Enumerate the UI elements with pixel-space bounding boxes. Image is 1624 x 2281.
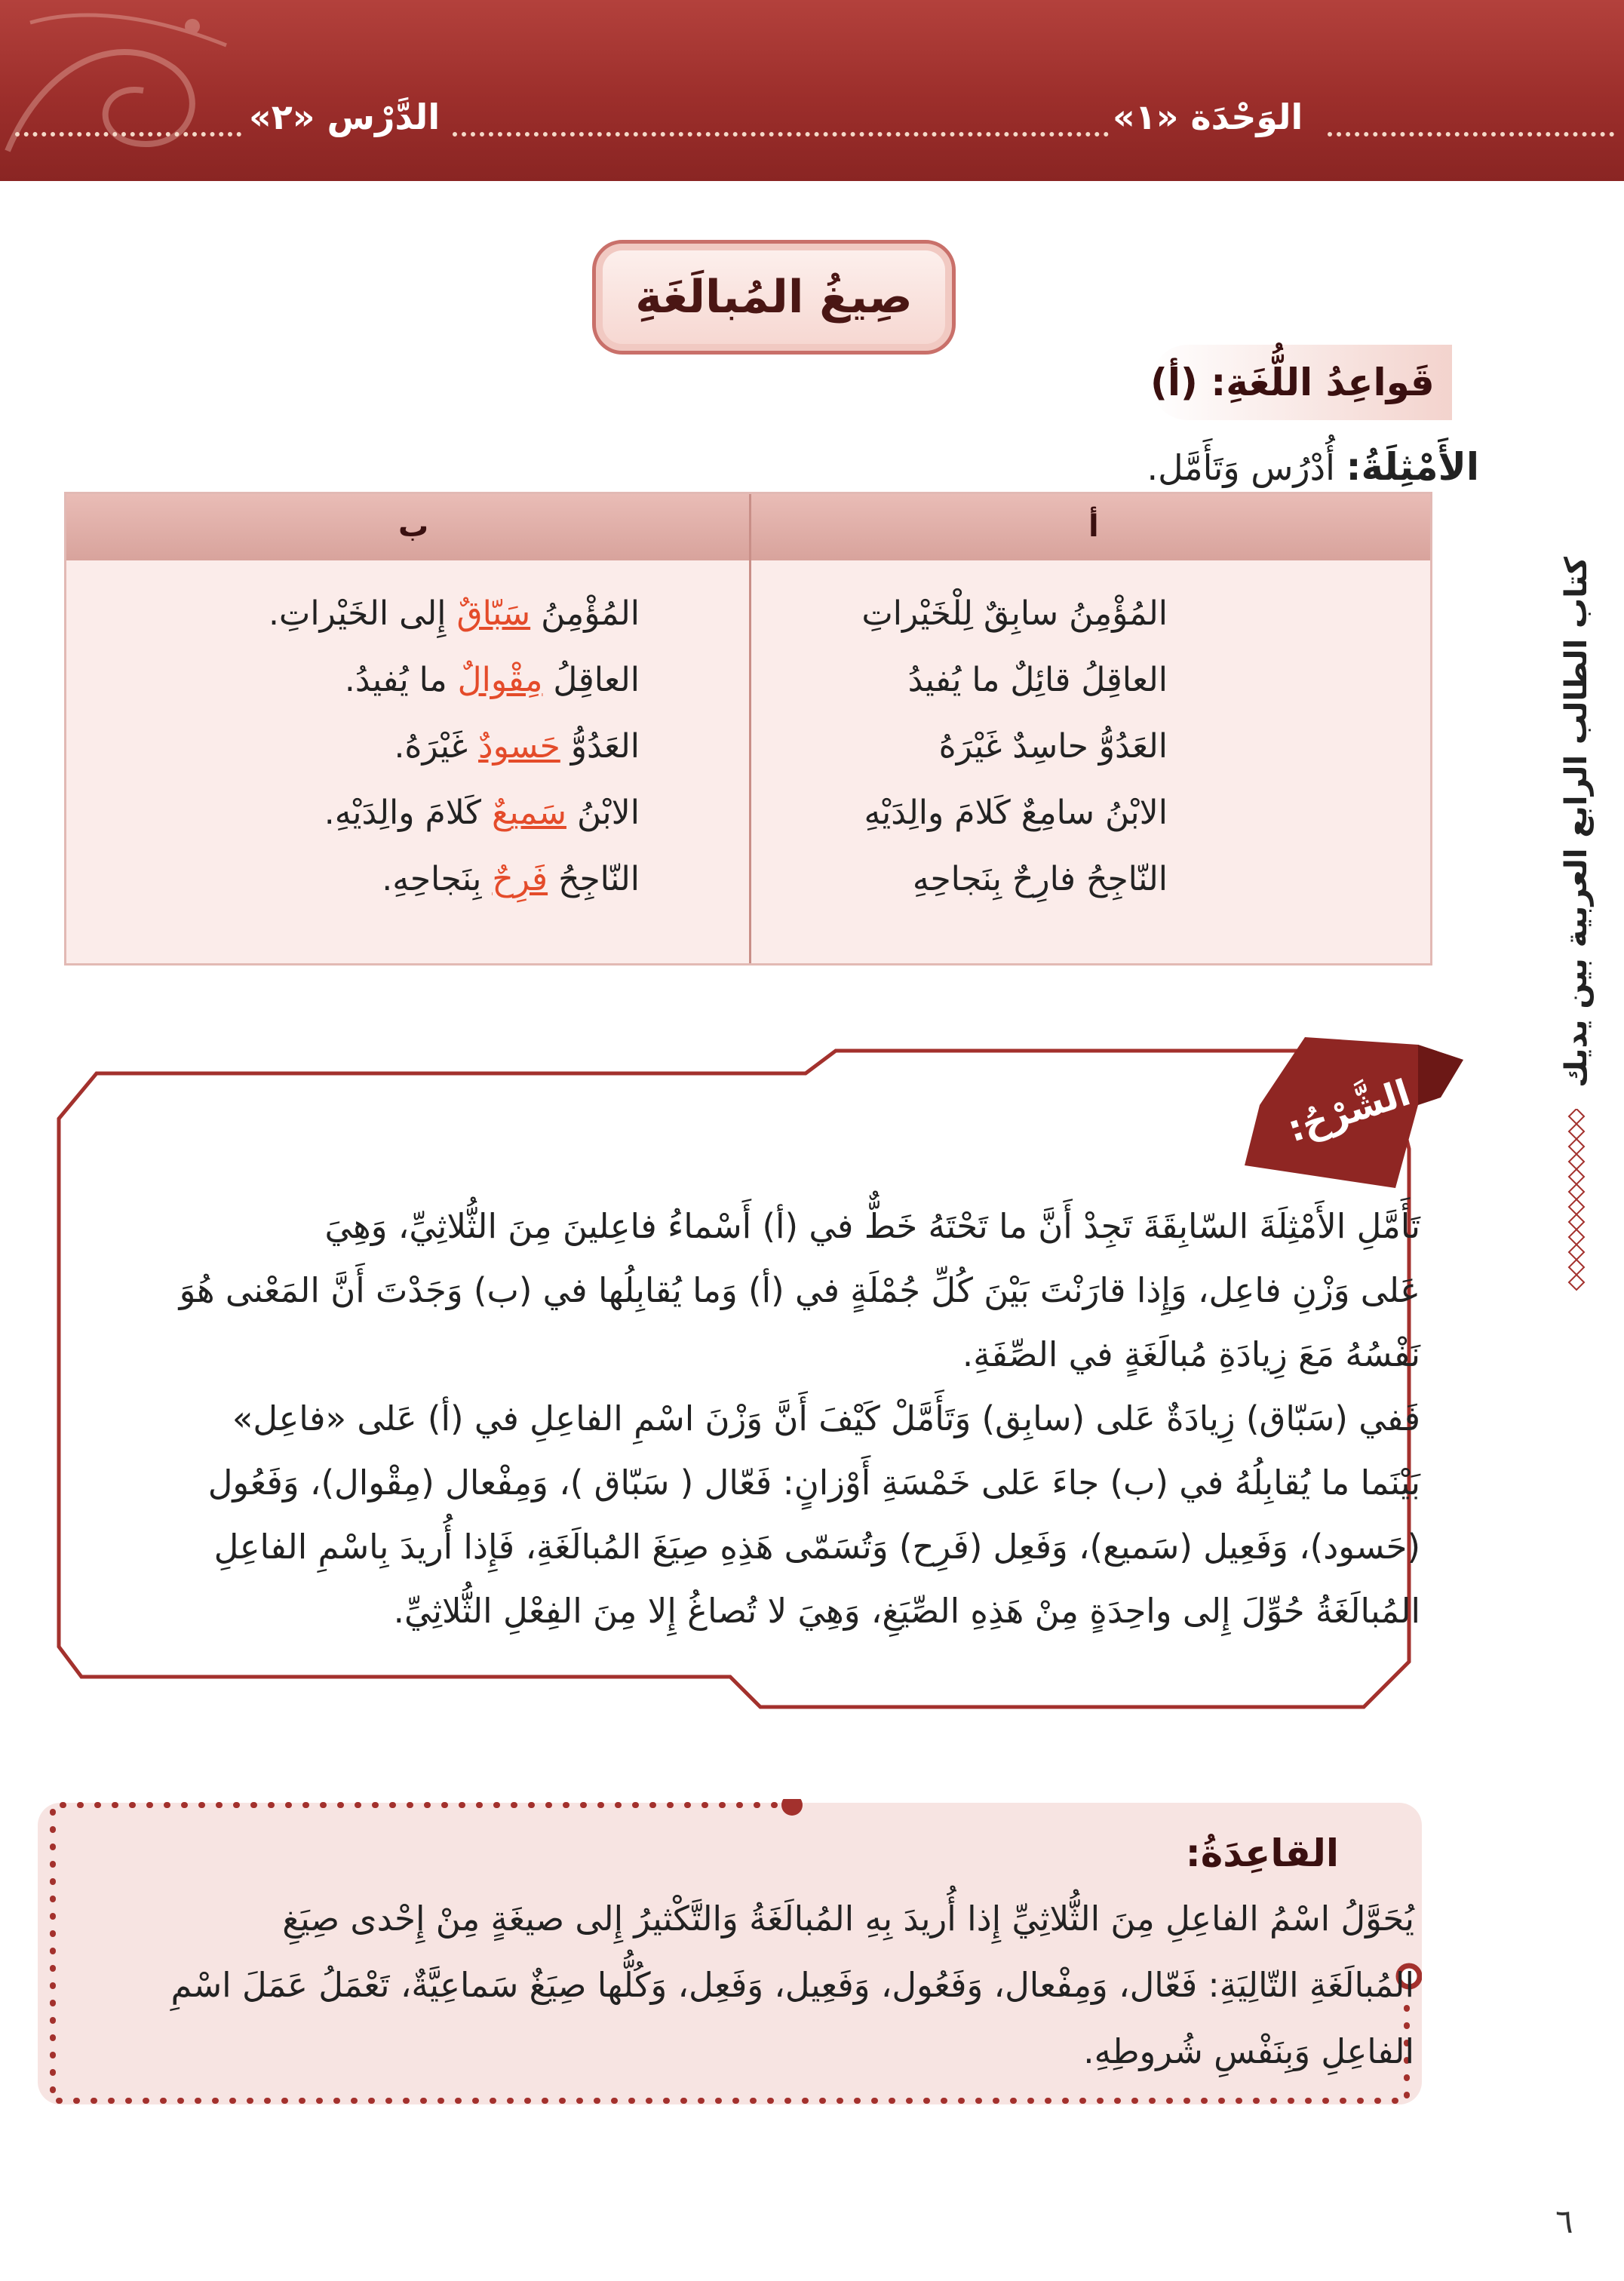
table-row: العَدُوُّ حاسِدٌ غَيْرَهُ	[938, 727, 1168, 766]
page-title: صِيغُ المُبالَغَةِ	[592, 240, 956, 355]
explanation-line: نَفْسُهُ مَعَ زِيادَةِ مُبالَغَةٍ في الصِّفَةِ.	[962, 1334, 1420, 1374]
table-row: الابْنُ سَميعٌ كَلامَ والِدَيْهِ.	[324, 794, 640, 832]
rule-heading: القاعِدَةُ:	[1185, 1831, 1339, 1875]
highlighted-word: سَبّاقٌ	[456, 594, 531, 633]
explanation-text	[179, 1194, 1420, 1643]
header-dots-right	[1328, 132, 1614, 137]
examples-table	[64, 492, 1432, 966]
side-chain-ornament	[1567, 1109, 1586, 1305]
table-row: العَدُوُّ حَسودٌ غَيْرَهُ.	[394, 727, 640, 766]
table-row: النّاجِحُ فَرِحٌ بِنَجاحِهِ.	[382, 860, 640, 898]
explanation-ribbon-label: الشَّرْحُ:	[1282, 1071, 1416, 1151]
explanation-line: تَأَمَّلِ الأَمْثِلَةَ السّابِقَةَ تَجِدْ أَنَّ ما تَحْتَهُ خَطٌّ في (أ) أَسْماءُ فاعِلينَ مِنَ الثُّلاثِيِّ، وَهِيَ	[324, 1206, 1420, 1246]
rule-line: الفاعِلِ وَبِنَفْسِ شُروطِهِ.	[1083, 2031, 1414, 2071]
rule-line: يُحَوَّلُ اسْمُ الفاعِلِ مِنَ الثُّلاثِيِّ إِذا أُريدَ بِهِ المُبالَغَةُ وَالتَّكْثيرُ إِلى صيغَةٍ مِنْ إِحْدى صِيَغِ	[282, 1899, 1414, 1939]
header-dots-middle	[453, 132, 1109, 137]
table-row: الابْنُ سامِعٌ كَلامَ والِدَيْهِ	[864, 794, 1168, 832]
explanation-line: (حَسود)، وَفَعِيل (سَميع)، وَفَعِل (فَرِح) وَتُسَمّى هَذِهِ صِيَغَ المُبالَغَةِ، فَإِذا أُريدَ بِاسْمِ الفاعِلِ	[213, 1527, 1420, 1567]
unit-label: الوَحْدَة «١»	[1113, 97, 1303, 137]
rule-text	[79, 1886, 1414, 2085]
examples-line	[1147, 445, 1479, 489]
page-header	[0, 0, 1624, 181]
examples-label: الأَمْثِلَةُ:	[1346, 445, 1479, 489]
table-row: النّاجِحُ فارِحٌ بِنَجاحِهِ	[912, 860, 1168, 898]
section-title: قَواعِدُ اللُّغَةِ: (أ)	[1150, 345, 1452, 420]
side-caption: كتاب الطالب الرابع العربية بين يديك	[1559, 557, 1594, 1088]
table-row: المُؤْمِنُ سابِقٌ لِلْخَيْراتِ	[861, 594, 1168, 633]
column-a	[749, 581, 1168, 913]
column-b	[66, 581, 640, 913]
decorative-swirl-icon	[0, 0, 249, 181]
explanation-line: المُبالَغَةُ حُوِّلَ إِلى واحِدَةٍ مِنْ هَذِهِ الصِّيَغِ، وَهِيَ لا تُصاغُ إِلا مِنَ الفِعْلِ الثُّلاثِيِّ.	[393, 1591, 1420, 1631]
col-a-header: أ	[1088, 509, 1099, 544]
highlighted-word: سَميعٌ	[491, 794, 566, 832]
explanation-line: فَفي (سَبّاق) زِيادَةٌ عَلى (سابِق) وَتَأَمَّلْ كَيْفَ أَنَّ وَزْنَ اسْمِ الفاعِلِ في (أ) عَلى «فاعِل»	[232, 1398, 1420, 1438]
table-header	[66, 494, 1430, 560]
explanation-line: عَلى وَزْنِ فاعِل، وَإِذا قارَنْتَ بَيْنَ كُلِّ جُمْلَةٍ في (أ) وَما يُقابِلُها في (ب) وَجَدْتَ أَنَّ المَعْنى هُوَ	[179, 1270, 1420, 1310]
highlighted-word: حَسودٌ	[478, 727, 560, 766]
lesson-label: الدَّرْس «٢»	[249, 97, 441, 137]
rule-line: المُبالَغَةِ التّالِيَةِ: فَعّال، وَمِفْعال، وَفَعُول، وَفَعِيل، وَفَعِل، وَكُلُّها صِيَغٌ سَماعِيَّةٌ، تَعْمَلُ عَمَلَ اسْمِ	[170, 1965, 1414, 2005]
table-row: المُؤْمِنُ سَبّاقٌ إِلى الخَيْراتِ.	[268, 594, 640, 633]
header-dots-left	[15, 132, 241, 137]
highlighted-word: مِقْوالٌ	[457, 661, 543, 699]
highlighted-word: فَرِحٌ	[492, 860, 548, 898]
table-row: العاقِلُ مِقْوالٌ ما يُفيدُ.	[344, 661, 640, 699]
explanation-line: بَيْنَما ما يُقابِلُهُ في (ب) جاءَ عَلى خَمْسَةِ أَوْزانٍ: فَعّال ( سَبّاق )، وَمِفْعال (مِقْوال)، وَفَعُول	[207, 1463, 1420, 1503]
table-row: العاقِلُ قائِلٌ ما يُفيدُ	[907, 661, 1168, 699]
page-number: ٦	[1555, 2203, 1573, 2241]
col-b-header: ب	[398, 509, 429, 544]
examples-instruction: أُدْرُس وَتَأَمَّل.	[1147, 447, 1335, 488]
